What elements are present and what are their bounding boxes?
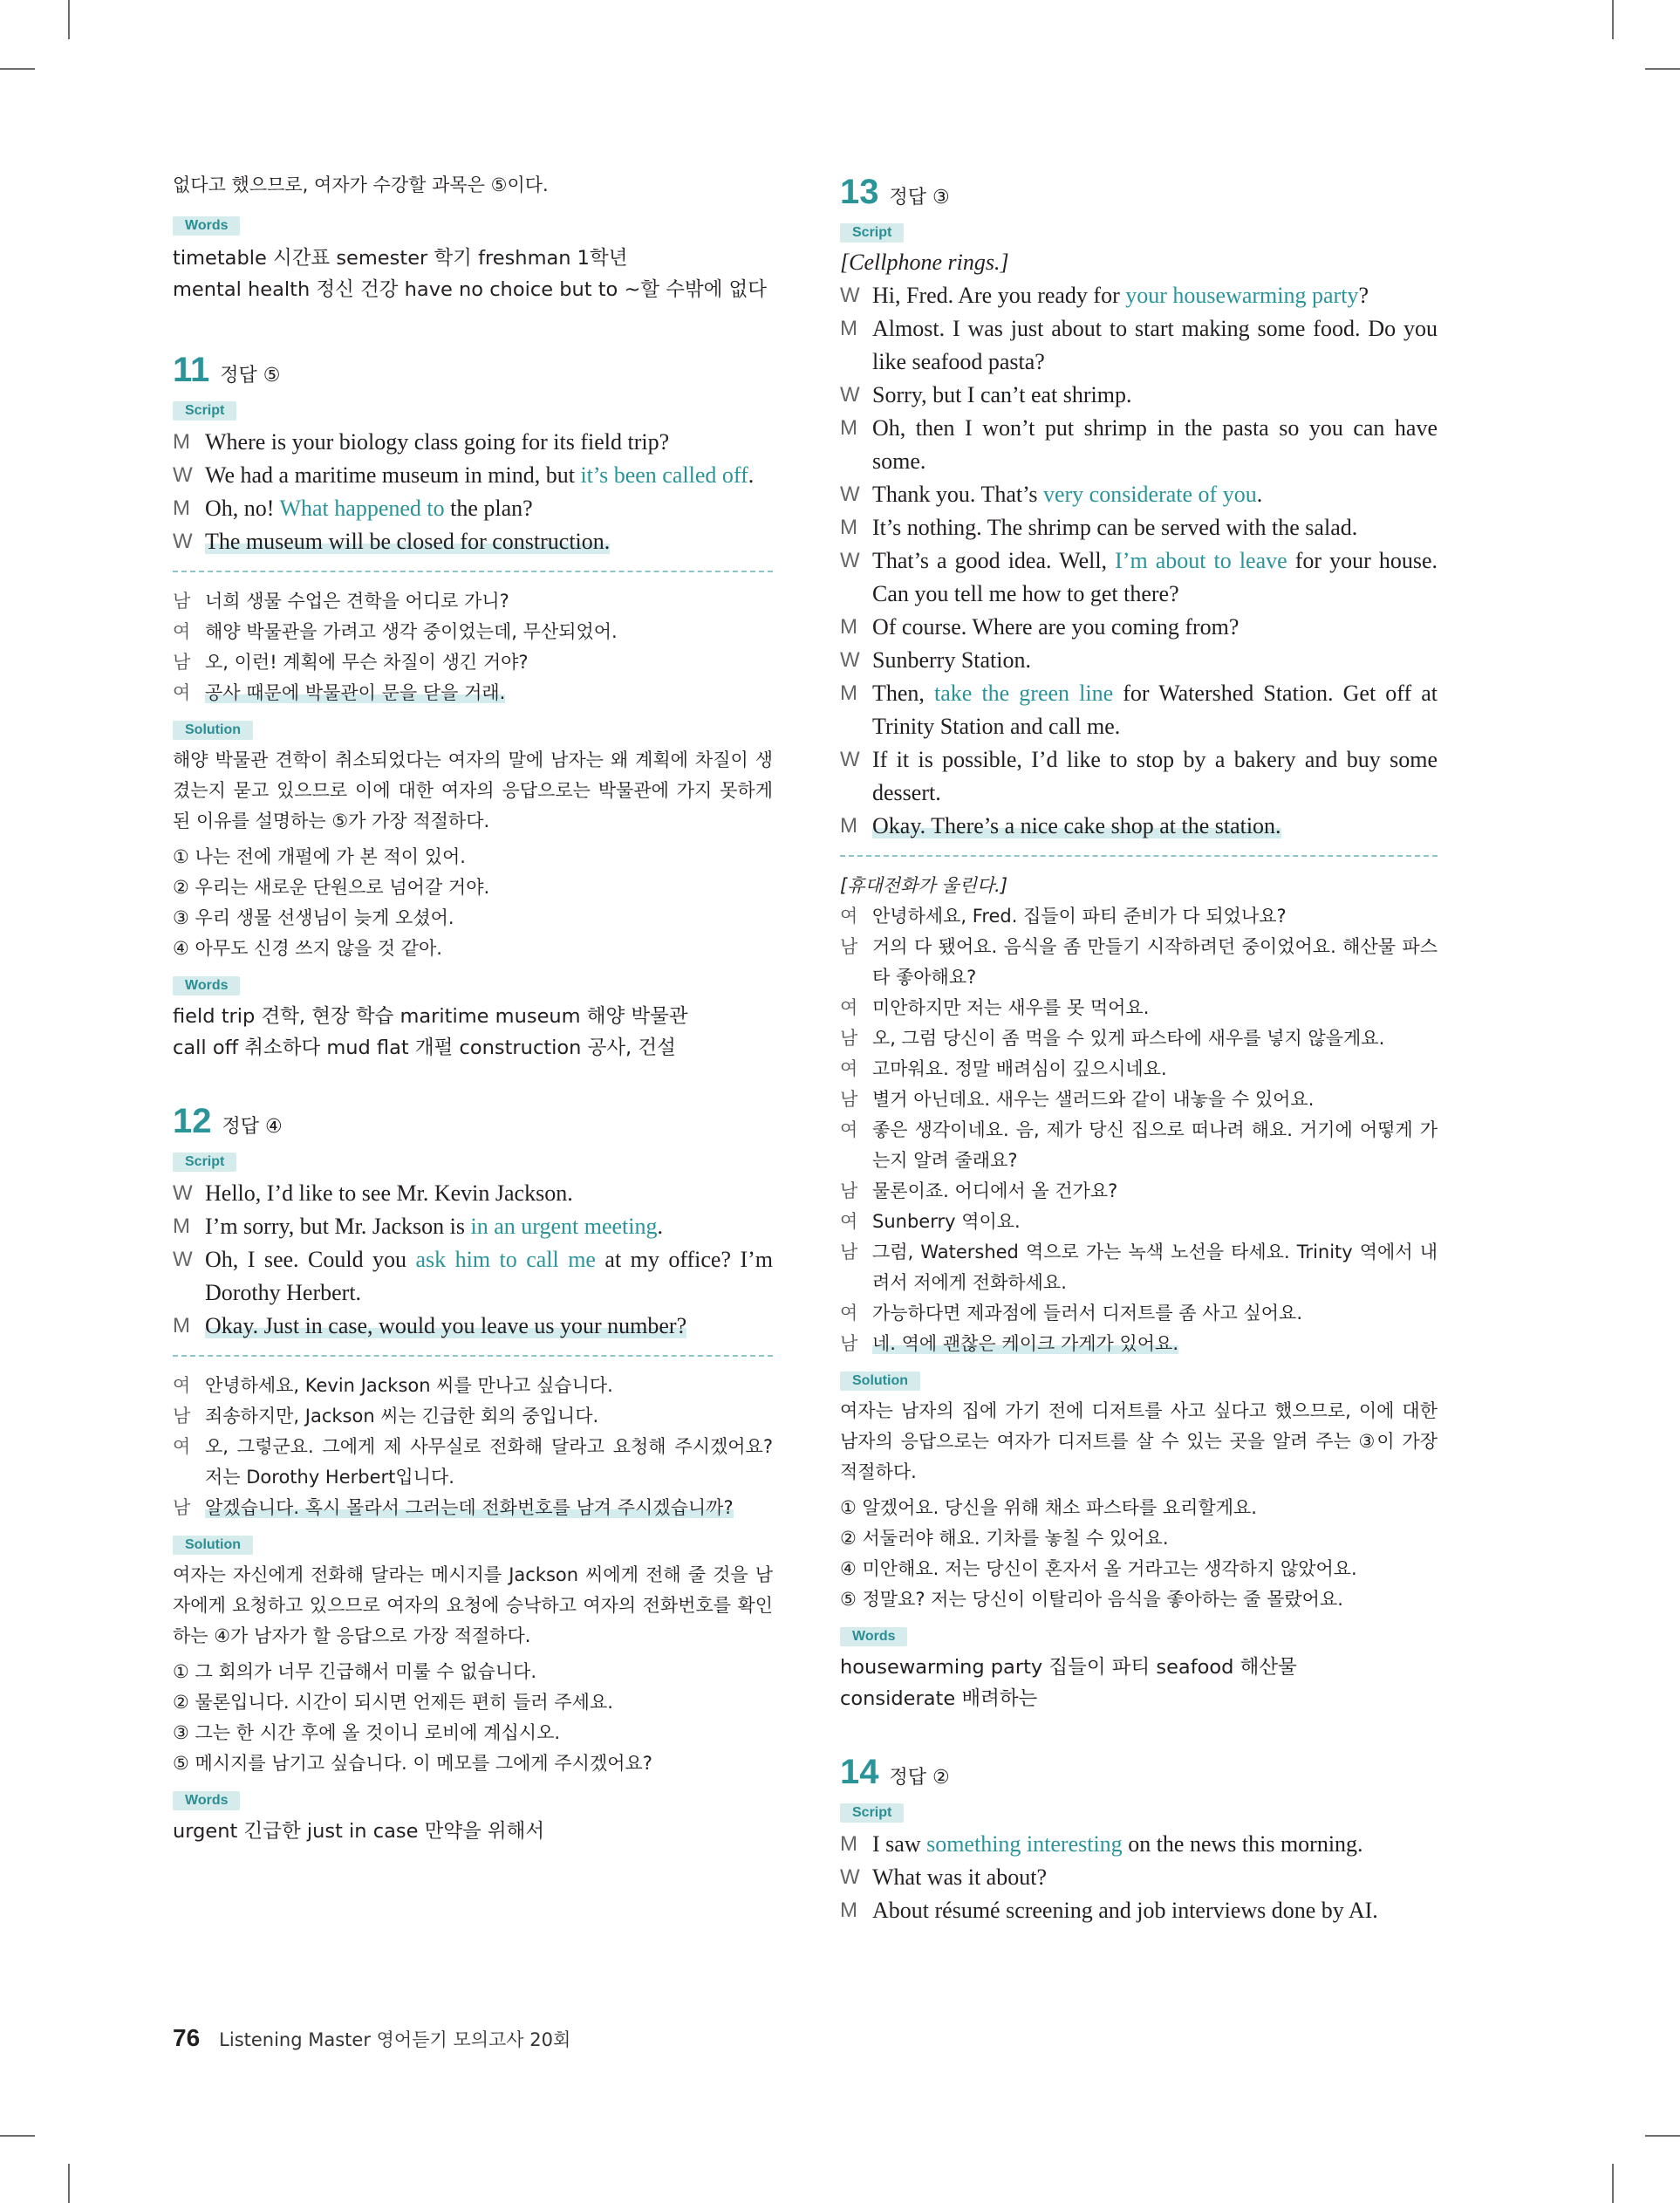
answer-label: 정답 ④ <box>222 1116 283 1138</box>
line-text <box>872 644 1438 677</box>
line-text <box>872 412 1438 478</box>
speaker-label: 남 <box>840 1180 858 1201</box>
text-run: Then, <box>872 681 935 706</box>
speaker-label: 남 <box>173 652 191 673</box>
answer-label: 정답 ③ <box>889 187 950 209</box>
text-run: 안녕하세요, Fred. 집들이 파티 준비가 다 되었나요? <box>872 906 1287 927</box>
korean-line <box>173 647 773 678</box>
answer-sentence: Okay. Just in case, would you leave us your number? <box>205 1313 687 1338</box>
choice: ⑤ 메시지를 남기고 싶습니다. 이 메모를 그에게 주시겠어요? <box>173 1753 652 1774</box>
words-line: field trip 견학, 현장 학습 maritime museum 해양 박물관 <box>173 1005 688 1028</box>
divider <box>173 571 773 572</box>
line-text <box>872 1298 1438 1329</box>
korean-line <box>840 1207 1438 1237</box>
words-line: mental health 정신 건강 have no choice but to ~할 수밖에 없다 <box>173 278 768 301</box>
speaker-label: M <box>173 496 190 520</box>
speaker-label: 남 <box>840 1089 858 1110</box>
script-line <box>840 1894 1438 1927</box>
text-run: at my office? I’m Dorothy Herbert. <box>205 1247 774 1305</box>
speaker-label: W <box>840 383 860 407</box>
speaker-label: M <box>840 1899 857 1922</box>
speaker-label: M <box>840 516 857 539</box>
text-run: for Watershed Station. Get off at Trinity Station and call me. <box>872 681 1438 739</box>
text-run: Hello, I’d like to see Mr. Kevin Jackson. <box>205 1180 573 1206</box>
speaker-label: W <box>173 530 193 553</box>
line-text <box>205 1243 773 1310</box>
line-text <box>205 1432 773 1493</box>
korean-line <box>840 1298 1438 1329</box>
speaker-label: 여 <box>173 1375 191 1396</box>
line-text <box>872 677 1438 743</box>
line-text <box>205 1493 773 1523</box>
line-text <box>872 544 1438 611</box>
line-text <box>872 1115 1438 1176</box>
line-text <box>872 901 1438 932</box>
line-text <box>872 1176 1438 1207</box>
speaker-label: M <box>840 681 857 705</box>
solution-badge: Solution <box>173 1536 253 1555</box>
words-badge: Words <box>173 216 240 236</box>
line-text <box>872 1329 1438 1359</box>
text-run: It’s nothing. The shrimp can be served with the salad. <box>872 515 1358 540</box>
text-run: Oh, no! <box>205 496 280 521</box>
korean-line <box>840 1023 1438 1054</box>
text-run: Sunberry Station. <box>872 647 1031 673</box>
korean-line <box>173 586 773 617</box>
line-text <box>872 743 1438 810</box>
text-run: 해양 박물관을 가려고 생각 중이었는데, 무산되었어. <box>205 621 618 642</box>
speaker-label: 여 <box>840 1058 858 1079</box>
left-column <box>173 170 773 1847</box>
speaker-label: 남 <box>840 936 858 957</box>
english-script <box>840 279 1438 843</box>
speaker-label: 남 <box>173 1406 191 1426</box>
text-run: 오, 그럼 당신이 좀 먹을 수 있게 파스타에 새우를 넣지 않을게요. <box>872 1028 1385 1049</box>
script-line <box>840 677 1438 743</box>
words-line: timetable 시간표 semester 학기 freshman 1학년 <box>173 247 628 270</box>
text-run: for your house. Can you tell me how to get there? <box>872 548 1438 606</box>
line-text <box>205 1401 773 1432</box>
line-text <box>872 1084 1438 1115</box>
script-line <box>173 426 773 459</box>
text-run: . <box>657 1214 663 1239</box>
script-line <box>840 644 1438 677</box>
speaker-label: 여 <box>173 621 191 642</box>
text-run: If it is possible, I’d like to stop by a bakery and buy some dessert. <box>872 747 1438 805</box>
words-badge: Words <box>173 1791 240 1810</box>
script-line <box>840 544 1438 611</box>
line-text <box>872 1861 1438 1894</box>
korean-translation <box>173 586 773 708</box>
text-run: Sorry, but I can’t eat shrimp. <box>872 382 1132 407</box>
solution-badge: Solution <box>840 1372 920 1391</box>
speaker-label: W <box>173 463 193 487</box>
korean-translation <box>173 1371 773 1523</box>
text-run: Oh, I see. Could you <box>205 1247 416 1272</box>
speaker-label: W <box>173 1248 193 1271</box>
line-text <box>872 478 1438 511</box>
script-badge: Script <box>173 401 236 421</box>
script-line <box>840 1828 1438 1861</box>
speaker-label: 여 <box>840 997 858 1018</box>
choice: ② 서둘러야 해요. 기차를 놓칠 수 있어요. <box>840 1528 1169 1549</box>
key-phrase: it’s been called off <box>580 462 748 488</box>
script-line <box>840 279 1438 312</box>
speaker-label: W <box>840 648 860 672</box>
korean-stage-direction: [휴대전화가 울린다.] <box>840 875 1008 896</box>
text-run: 미안하지만 저는 새우를 못 먹어요. <box>872 997 1150 1018</box>
script-line <box>840 412 1438 478</box>
line-text <box>205 459 773 492</box>
line-text <box>872 379 1438 412</box>
text-run: . <box>748 462 755 488</box>
line-text <box>872 993 1438 1023</box>
script-badge: Script <box>840 223 904 243</box>
words-line: housewarming party 집들이 파티 seafood 해산물 <box>840 1656 1297 1679</box>
divider <box>840 855 1438 857</box>
text-run: 죄송하지만, Jackson 씨는 긴급한 회의 중입니다. <box>205 1406 599 1426</box>
line-text <box>205 647 773 678</box>
speaker-label: M <box>840 1832 857 1856</box>
key-phrase: in an urgent meeting <box>470 1214 658 1239</box>
line-text <box>872 511 1438 544</box>
page-number: 76 <box>173 2024 201 2051</box>
key-phrase: something interesting <box>926 1831 1123 1857</box>
line-text <box>205 1177 773 1210</box>
choice: ③ 우리 생물 선생님이 늦게 오셨어. <box>173 907 454 928</box>
key-phrase: I’m about to leave <box>1115 548 1287 573</box>
line-text <box>205 426 773 459</box>
text-run: Almost. I was just about to start making some food. Do you like seafood pasta? <box>872 316 1438 374</box>
question-14 <box>840 1753 1438 1927</box>
line-text <box>872 810 1438 843</box>
right-column <box>840 173 1438 1927</box>
stage-direction: [Cellphone rings.] <box>840 250 1009 275</box>
text-run: Where is your biology class going for its field trip? <box>205 429 670 455</box>
korean-line <box>840 901 1438 932</box>
intro-words-section <box>173 216 773 305</box>
answer-sentence: The museum will be closed for construction. <box>205 529 611 554</box>
script-line <box>840 478 1438 511</box>
line-text <box>872 1894 1438 1927</box>
line-text <box>205 678 773 708</box>
speaker-label: W <box>173 1181 193 1205</box>
line-text <box>872 1023 1438 1054</box>
speaker-label: M <box>173 1214 190 1238</box>
speaker-label: 남 <box>840 1333 858 1354</box>
words-line: urgent 긴급한 just in case 만약을 위해서 <box>173 1820 545 1843</box>
text-run: Of course. Where are you coming from? <box>872 614 1240 640</box>
choice: ④ 미안해요. 저는 당신이 혼자서 올 거라고는 생각하지 않았어요. <box>840 1558 1357 1579</box>
text-run: 별거 아닌데요. 새우는 샐러드와 같이 내놓을 수 있어요. <box>872 1089 1315 1110</box>
text-run: Sunberry 역이요. <box>872 1211 1021 1232</box>
text-run: . <box>1256 482 1263 507</box>
line-text <box>205 1310 773 1343</box>
text-run: 가능하다면 제과점에 들러서 디저트를 좀 사고 싶어요. <box>872 1303 1303 1324</box>
text-run: What was it about? <box>872 1864 1047 1890</box>
line-text <box>205 617 773 647</box>
speaker-label: 여 <box>173 1436 191 1457</box>
answer-sentence: Okay. There’s a nice cake shop at the station. <box>872 813 1281 838</box>
speaker-label: W <box>840 482 860 506</box>
line-text <box>872 1207 1438 1237</box>
text-run: 고마워요. 정말 배려심이 깊으시네요. <box>872 1058 1167 1079</box>
text-run: 그럼, Watershed 역으로 가는 녹색 노선을 타세요. Trinity 역에서 내려서 저에게 전화하세요. <box>872 1242 1438 1293</box>
answer-label: 정답 ② <box>889 1767 950 1789</box>
choice: ① 알겠어요. 당신을 위해 채소 파스타를 요리할게요. <box>840 1497 1257 1518</box>
speaker-label: 여 <box>173 682 191 703</box>
text-run: That’s a good idea. Well, <box>872 548 1116 573</box>
page-footer <box>173 2024 570 2052</box>
script-line <box>840 1861 1438 1894</box>
choice: ② 물론입니다. 시간이 되시면 언제든 편히 들러 주세요. <box>173 1692 613 1713</box>
script-line <box>840 611 1438 644</box>
script-line <box>173 459 773 492</box>
key-phrase: very considerate of you <box>1042 482 1257 507</box>
line-text <box>872 1828 1438 1861</box>
text-run: About résumé screening and job interviews done by AI. <box>872 1898 1378 1923</box>
korean-line <box>840 993 1438 1023</box>
korean-translation <box>840 901 1438 1359</box>
question-13 <box>840 173 1438 1714</box>
text-run: 안녕하세요, Kevin Jackson 씨를 만나고 싶습니다. <box>205 1375 613 1396</box>
answer-sentence: 알겠습니다. 혹시 몰라서 그러는데 전화번호를 남겨 주시겠습니까? <box>205 1497 734 1518</box>
script-line <box>173 525 773 558</box>
solution-badge: Solution <box>173 721 253 740</box>
key-phrase: ask him to call me <box>415 1247 596 1272</box>
speaker-label: W <box>840 1865 860 1889</box>
text-run: 오, 이런! 계획에 무슨 차질이 생긴 거야? <box>205 652 529 673</box>
line-text <box>872 1237 1438 1298</box>
speaker-label: M <box>173 430 190 454</box>
question-number: 11 <box>173 351 210 389</box>
solution-text: 여자는 남자의 집에 가기 전에 디저트를 사고 싶다고 했으므로, 이에 대한 남자의 응답으로는 여자가 디저트를 살 수 있는 곳을 알려 주는 ③이 가장 적절하다. <box>840 1400 1438 1482</box>
korean-line <box>840 1329 1438 1359</box>
text-run: 좋은 생각이네요. 음, 제가 당신 집으로 떠나려 해요. 거기에 어떻게 가는지 알려 줄래요? <box>872 1119 1438 1171</box>
choice: ② 우리는 새로운 단원으로 넘어갈 거야. <box>173 877 490 898</box>
text-run: We had a maritime museum in mind, but <box>205 462 581 488</box>
speaker-label: 여 <box>840 1303 858 1324</box>
text-run: I’m sorry, but Mr. Jackson is <box>205 1214 471 1239</box>
line-text <box>872 1054 1438 1084</box>
korean-line <box>173 1432 773 1493</box>
korean-line <box>173 1401 773 1432</box>
speaker-label: M <box>840 416 857 440</box>
script-line <box>173 492 773 525</box>
choice: ③ 그는 한 시간 후에 올 것이니 로비에 계십시오. <box>173 1722 561 1743</box>
line-text <box>872 611 1438 644</box>
speaker-label: M <box>840 317 857 340</box>
line-text <box>872 932 1438 993</box>
answer-sentence: 공사 때문에 박물관이 문을 닫을 거래. <box>205 682 506 703</box>
line-text <box>205 586 773 617</box>
text-run: Thank you. That’s <box>872 482 1043 507</box>
script-line <box>173 1210 773 1243</box>
script-badge: Script <box>840 1803 904 1823</box>
script-badge: Script <box>173 1153 236 1172</box>
speaker-label: M <box>840 814 857 838</box>
question-11 <box>173 351 773 1064</box>
book-title: Listening Master 영어듣기 모의고사 20회 <box>219 2029 571 2050</box>
speaker-label: 남 <box>173 591 191 612</box>
words-line: call off 취소하다 mud flat 개펄 construction 공사, 건설 <box>173 1037 676 1059</box>
korean-line <box>840 1084 1438 1115</box>
script-line <box>173 1243 773 1310</box>
speaker-label: 남 <box>173 1497 191 1518</box>
speaker-label: M <box>173 1314 190 1338</box>
korean-line <box>840 1115 1438 1176</box>
choice: ① 나는 전에 개펄에 가 본 적이 있어. <box>173 846 466 867</box>
script-line <box>840 810 1438 843</box>
text-run: ? <box>1358 283 1369 308</box>
korean-line <box>840 1054 1438 1084</box>
english-script <box>173 1177 773 1343</box>
line-text <box>872 279 1438 312</box>
words-line: considerate 배려하는 <box>840 1687 1038 1710</box>
korean-line <box>173 617 773 647</box>
key-phrase: What happened to <box>279 496 445 521</box>
korean-line <box>173 1371 773 1401</box>
choice: ⑤ 정말요? 저는 당신이 이탈리아 음식을 좋아하는 줄 몰랐어요. <box>840 1589 1343 1610</box>
line-text <box>205 525 773 558</box>
text-run: I saw <box>872 1831 927 1857</box>
line-text <box>205 1210 773 1243</box>
korean-line <box>173 1493 773 1523</box>
speaker-label: 남 <box>840 1242 858 1262</box>
speaker-label: 여 <box>840 906 858 927</box>
key-phrase: take the green line <box>934 681 1114 706</box>
choice: ④ 아무도 신경 쓰지 않을 것 같아. <box>173 938 442 959</box>
question-12 <box>173 1102 773 1847</box>
korean-line <box>173 678 773 708</box>
solution-text: 여자는 자신에게 전화해 달라는 메시지를 Jackson 씨에게 전해 줄 것을 남자에게 요청하고 있으므로 여자의 요청에 승낙하고 여자의 전화번호를 확인하는 ④가 남자가 할 응답으로 가장 적절하다. <box>173 1564 773 1646</box>
line-text <box>872 312 1438 379</box>
script-line <box>173 1310 773 1343</box>
script-line <box>840 743 1438 810</box>
divider <box>173 1355 773 1357</box>
english-script <box>173 426 773 558</box>
answer-sentence: 네. 역에 괜찮은 케이크 가게가 있어요. <box>872 1333 1179 1354</box>
speaker-label: 여 <box>840 1119 858 1140</box>
key-phrase: your housewarming party <box>1125 283 1359 308</box>
line-text <box>205 492 773 525</box>
text-run: the plan? <box>444 496 533 521</box>
intro-text: 없다고 했으므로, 여자가 수강할 과목은 ⑤이다. <box>173 174 549 195</box>
choice: ① 그 회의가 너무 긴급해서 미룰 수 없습니다. <box>173 1661 537 1682</box>
text-run: Oh, then I won’t put shrimp in the pasta so you can have some. <box>872 415 1438 474</box>
speaker-label: W <box>840 549 860 572</box>
answer-label: 정답 ⑤ <box>220 365 281 387</box>
korean-line <box>840 1237 1438 1298</box>
words-badge: Words <box>173 976 240 995</box>
speaker-label: 남 <box>840 1028 858 1049</box>
script-line <box>840 312 1438 379</box>
text-run: 거의 다 됐어요. 음식을 좀 만들기 시작하려던 중이었어요. 해산물 파스타 좋아해요? <box>872 936 1438 988</box>
text-run: 물론이죠. 어디에서 올 건가요? <box>872 1180 1118 1201</box>
script-line <box>840 511 1438 544</box>
solution-text: 해양 박물관 견학이 취소되었다는 여자의 말에 남자는 왜 계획에 차질이 생겼는지 묻고 있으므로 이에 대한 여자의 응답으로는 박물관에 가지 못하게 된 이유를 설명하는 ⑤가 가장 적절하다. <box>173 749 773 831</box>
text-run: 오, 그렇군요. 그에게 제 사무실로 전화해 달라고 요청해 주시겠어요? 저는 Dorothy Herbert입니다. <box>205 1436 773 1488</box>
text-run: 너희 생물 수업은 견학을 어디로 가니? <box>205 591 509 612</box>
script-line <box>840 379 1438 412</box>
line-text <box>205 1371 773 1401</box>
question-number: 12 <box>173 1102 212 1140</box>
speaker-label: W <box>840 284 860 307</box>
korean-line <box>840 932 1438 993</box>
words-badge: Words <box>840 1627 907 1646</box>
speaker-label: M <box>840 615 857 639</box>
korean-line <box>840 1176 1438 1207</box>
question-number: 14 <box>840 1753 879 1791</box>
english-script <box>840 1828 1438 1927</box>
speaker-label: 여 <box>840 1211 858 1232</box>
text-run: Hi, Fred. Are you ready for <box>872 283 1126 308</box>
speaker-label: W <box>840 748 860 771</box>
text-run: on the news this morning. <box>1122 1831 1363 1857</box>
question-number: 13 <box>840 173 879 211</box>
script-line <box>173 1177 773 1210</box>
